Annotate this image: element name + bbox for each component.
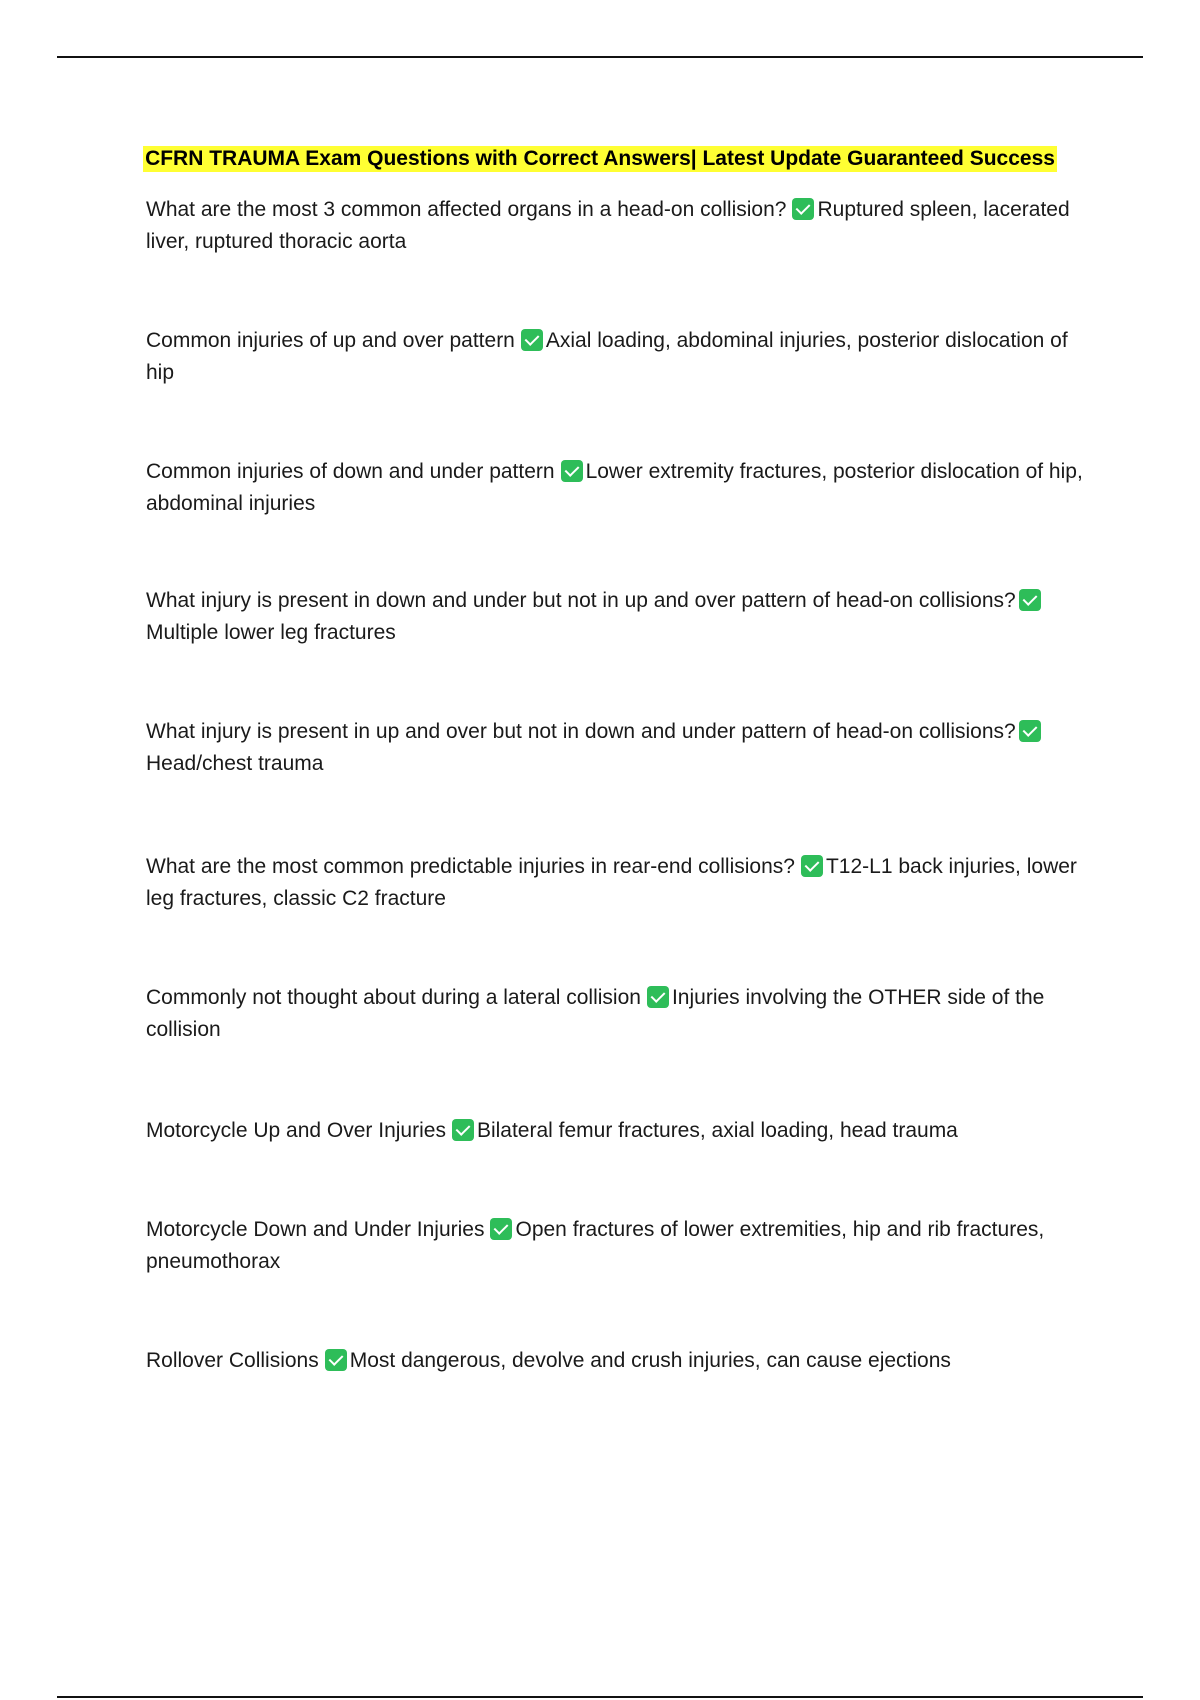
qa-item <box>146 325 1086 389</box>
qa-item <box>146 716 1106 780</box>
qa-item <box>146 851 1106 915</box>
check-box-icon <box>490 1218 512 1240</box>
qa-item <box>146 1115 1086 1147</box>
question-text: Common injuries of up and over pattern <box>146 329 515 352</box>
check-box-icon <box>801 855 823 877</box>
qa-item <box>146 1214 1086 1278</box>
answer-text: Axial loading, abdominal injuries, posterior dislocation of hip <box>146 329 1068 384</box>
question-text: What injury is present in down and under but not in up and over pattern of head-on collisions? <box>146 589 1016 612</box>
answer-text: T12-L1 back injuries, lower leg fractures, classic C2 fracture <box>146 855 1077 910</box>
answer-text: Lower extremity fractures, posterior dislocation of hip, abdominal injuries <box>146 460 1083 515</box>
answer-text: Open fractures of lower extremities, hip and rib fractures, pneumothorax <box>146 1218 1045 1273</box>
check-box-icon <box>452 1119 474 1141</box>
check-box-icon <box>325 1349 347 1371</box>
header-rule <box>57 56 1143 58</box>
qa-item <box>146 982 1086 1046</box>
title-block <box>0 146 1200 172</box>
answer-text: Bilateral femur fractures, axial loading, head trauma <box>476 1119 958 1142</box>
check-box-icon <box>647 986 669 1008</box>
qa-item <box>146 194 1086 258</box>
question-text: Commonly not thought about during a lateral collision <box>146 986 641 1009</box>
qa-item <box>146 456 1086 520</box>
check-box-icon <box>792 198 814 220</box>
answer-text: Ruptured spleen, lacerated liver, ruptured thoracic aorta <box>146 198 1070 253</box>
answer-text: Most dangerous, devolve and crush injuries, can cause ejections <box>349 1349 951 1372</box>
check-box-icon <box>1019 589 1041 611</box>
answer-text: Head/chest trauma <box>146 752 324 775</box>
question-text: What are the most 3 common affected organs in a head-on collision? <box>146 198 787 221</box>
check-box-icon <box>1019 720 1041 742</box>
question-text: Common injuries of down and under pattern <box>146 460 555 483</box>
qa-item <box>146 585 1106 649</box>
answer-text: Multiple lower leg fractures <box>146 621 396 644</box>
question-text: Motorcycle Down and Under Injuries <box>146 1218 485 1241</box>
question-text: Motorcycle Up and Over Injuries <box>146 1119 446 1142</box>
check-box-icon <box>561 460 583 482</box>
question-text: What are the most common predictable injuries in rear-end collisions? <box>146 855 795 878</box>
check-box-icon <box>521 329 543 351</box>
question-text: What injury is present in up and over but not in down and under pattern of head-on collisions? <box>146 720 1016 743</box>
question-text: Rollover Collisions <box>146 1349 319 1372</box>
footer-rule <box>57 1696 1143 1698</box>
answer-text: Injuries involving the OTHER side of the collision <box>146 986 1045 1041</box>
document-title: CFRN TRAUMA Exam Questions with Correct Answers| Latest Update Guaranteed Success <box>145 147 1055 170</box>
qa-item <box>146 1345 1086 1377</box>
